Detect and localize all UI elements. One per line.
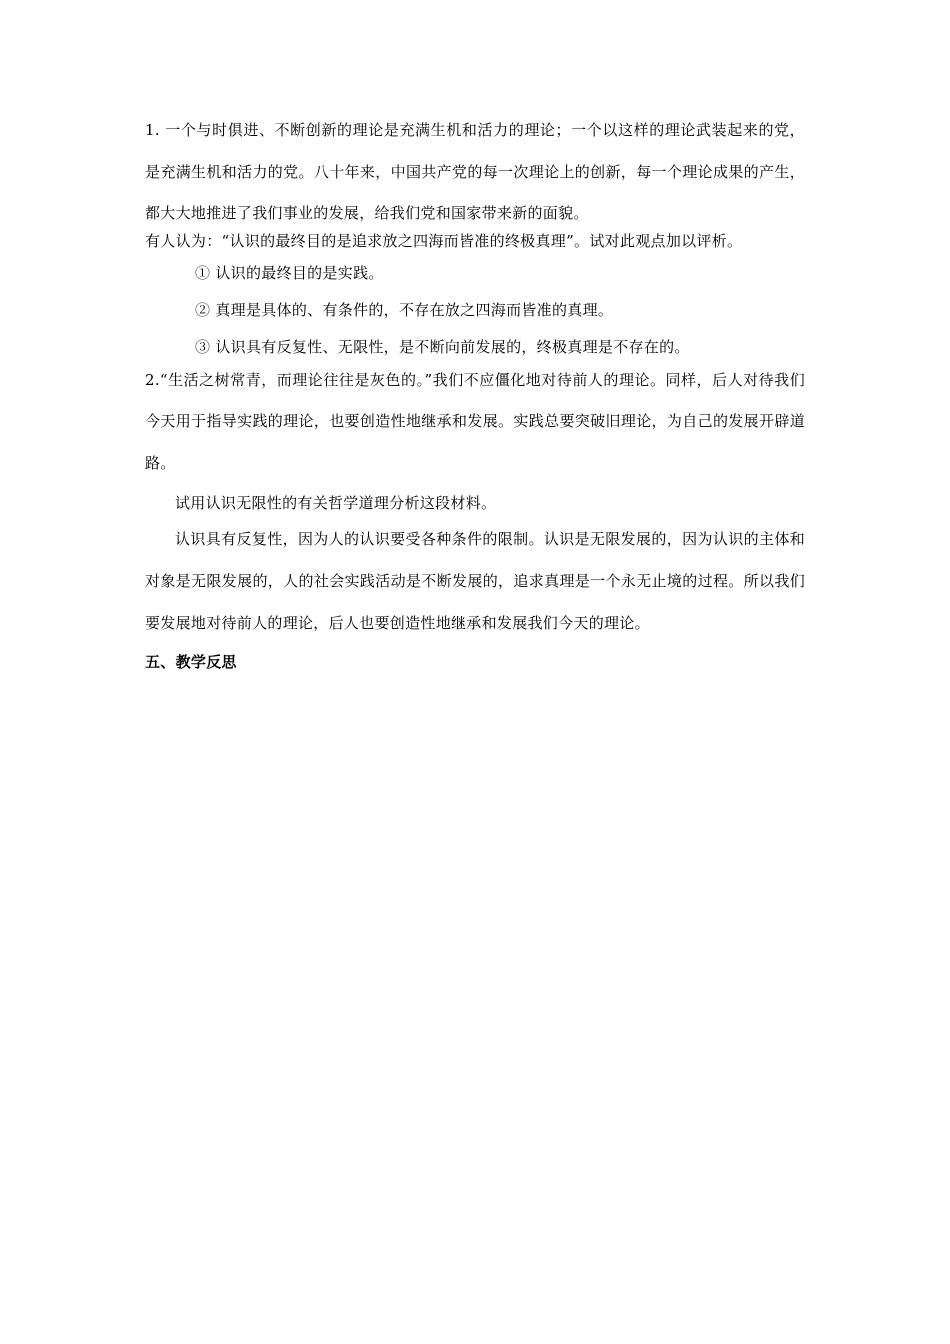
document-body — [145, 122, 805, 674]
question-2-answer: 认识具有反复性，因为人的认识要受各种条件的限制。认识是无限发展的，因为认识的主体和对象是无限发展的，人的社会实践活动是不断发展的，追求真理是一个永无止境的过程。所以我们要发展地对待前人的理论，后人也要创造性地继承和发展我们今天的理论。 — [145, 530, 805, 632]
question-2-paragraph: 2.“生活之树常青，而理论往往是灰色的。”我们不应僵化地对待前人的理论。同样，后人对待我们今天用于指导实践的理论，也要创造性地继承和发展。实践总要突破旧理论，为自己的发展开辟道路。 — [145, 370, 805, 472]
question-1-paragraph: 1. 一个与时俱进、不断创新的理论是充满生机和活力的理论；一个以这样的理论武装起来的党，是充满生机和活力的党。八十年来，中国共产党的每一次理论上的创新，每一个理论成果的产生，都大大地推进了我们事业的发展，给我们党和国家带来新的面貌。 — [145, 121, 805, 222]
question-2-instruction: 试用认识无限性的有关哲学道理分析这段材料。 — [175, 494, 497, 512]
answer-point-2: ② 真理是具体的、有条件的，不存在放之四海而皆准的真理。 — [195, 300, 614, 319]
answer-points-list — [145, 255, 805, 366]
section-heading: 五、教学反思 — [145, 653, 237, 671]
question-1b-prompt: 有人认为：“认识的最终目的是追求放之四海而皆准的终极真理”。试对此观点加以评析。 — [145, 231, 743, 250]
answer-point-3: ③ 认识具有反复性、无限性，是不断向前发展的，终极真理是不存在的。 — [195, 337, 690, 356]
answer-point-1: ① 认识的最终目的是实践。 — [195, 263, 384, 282]
